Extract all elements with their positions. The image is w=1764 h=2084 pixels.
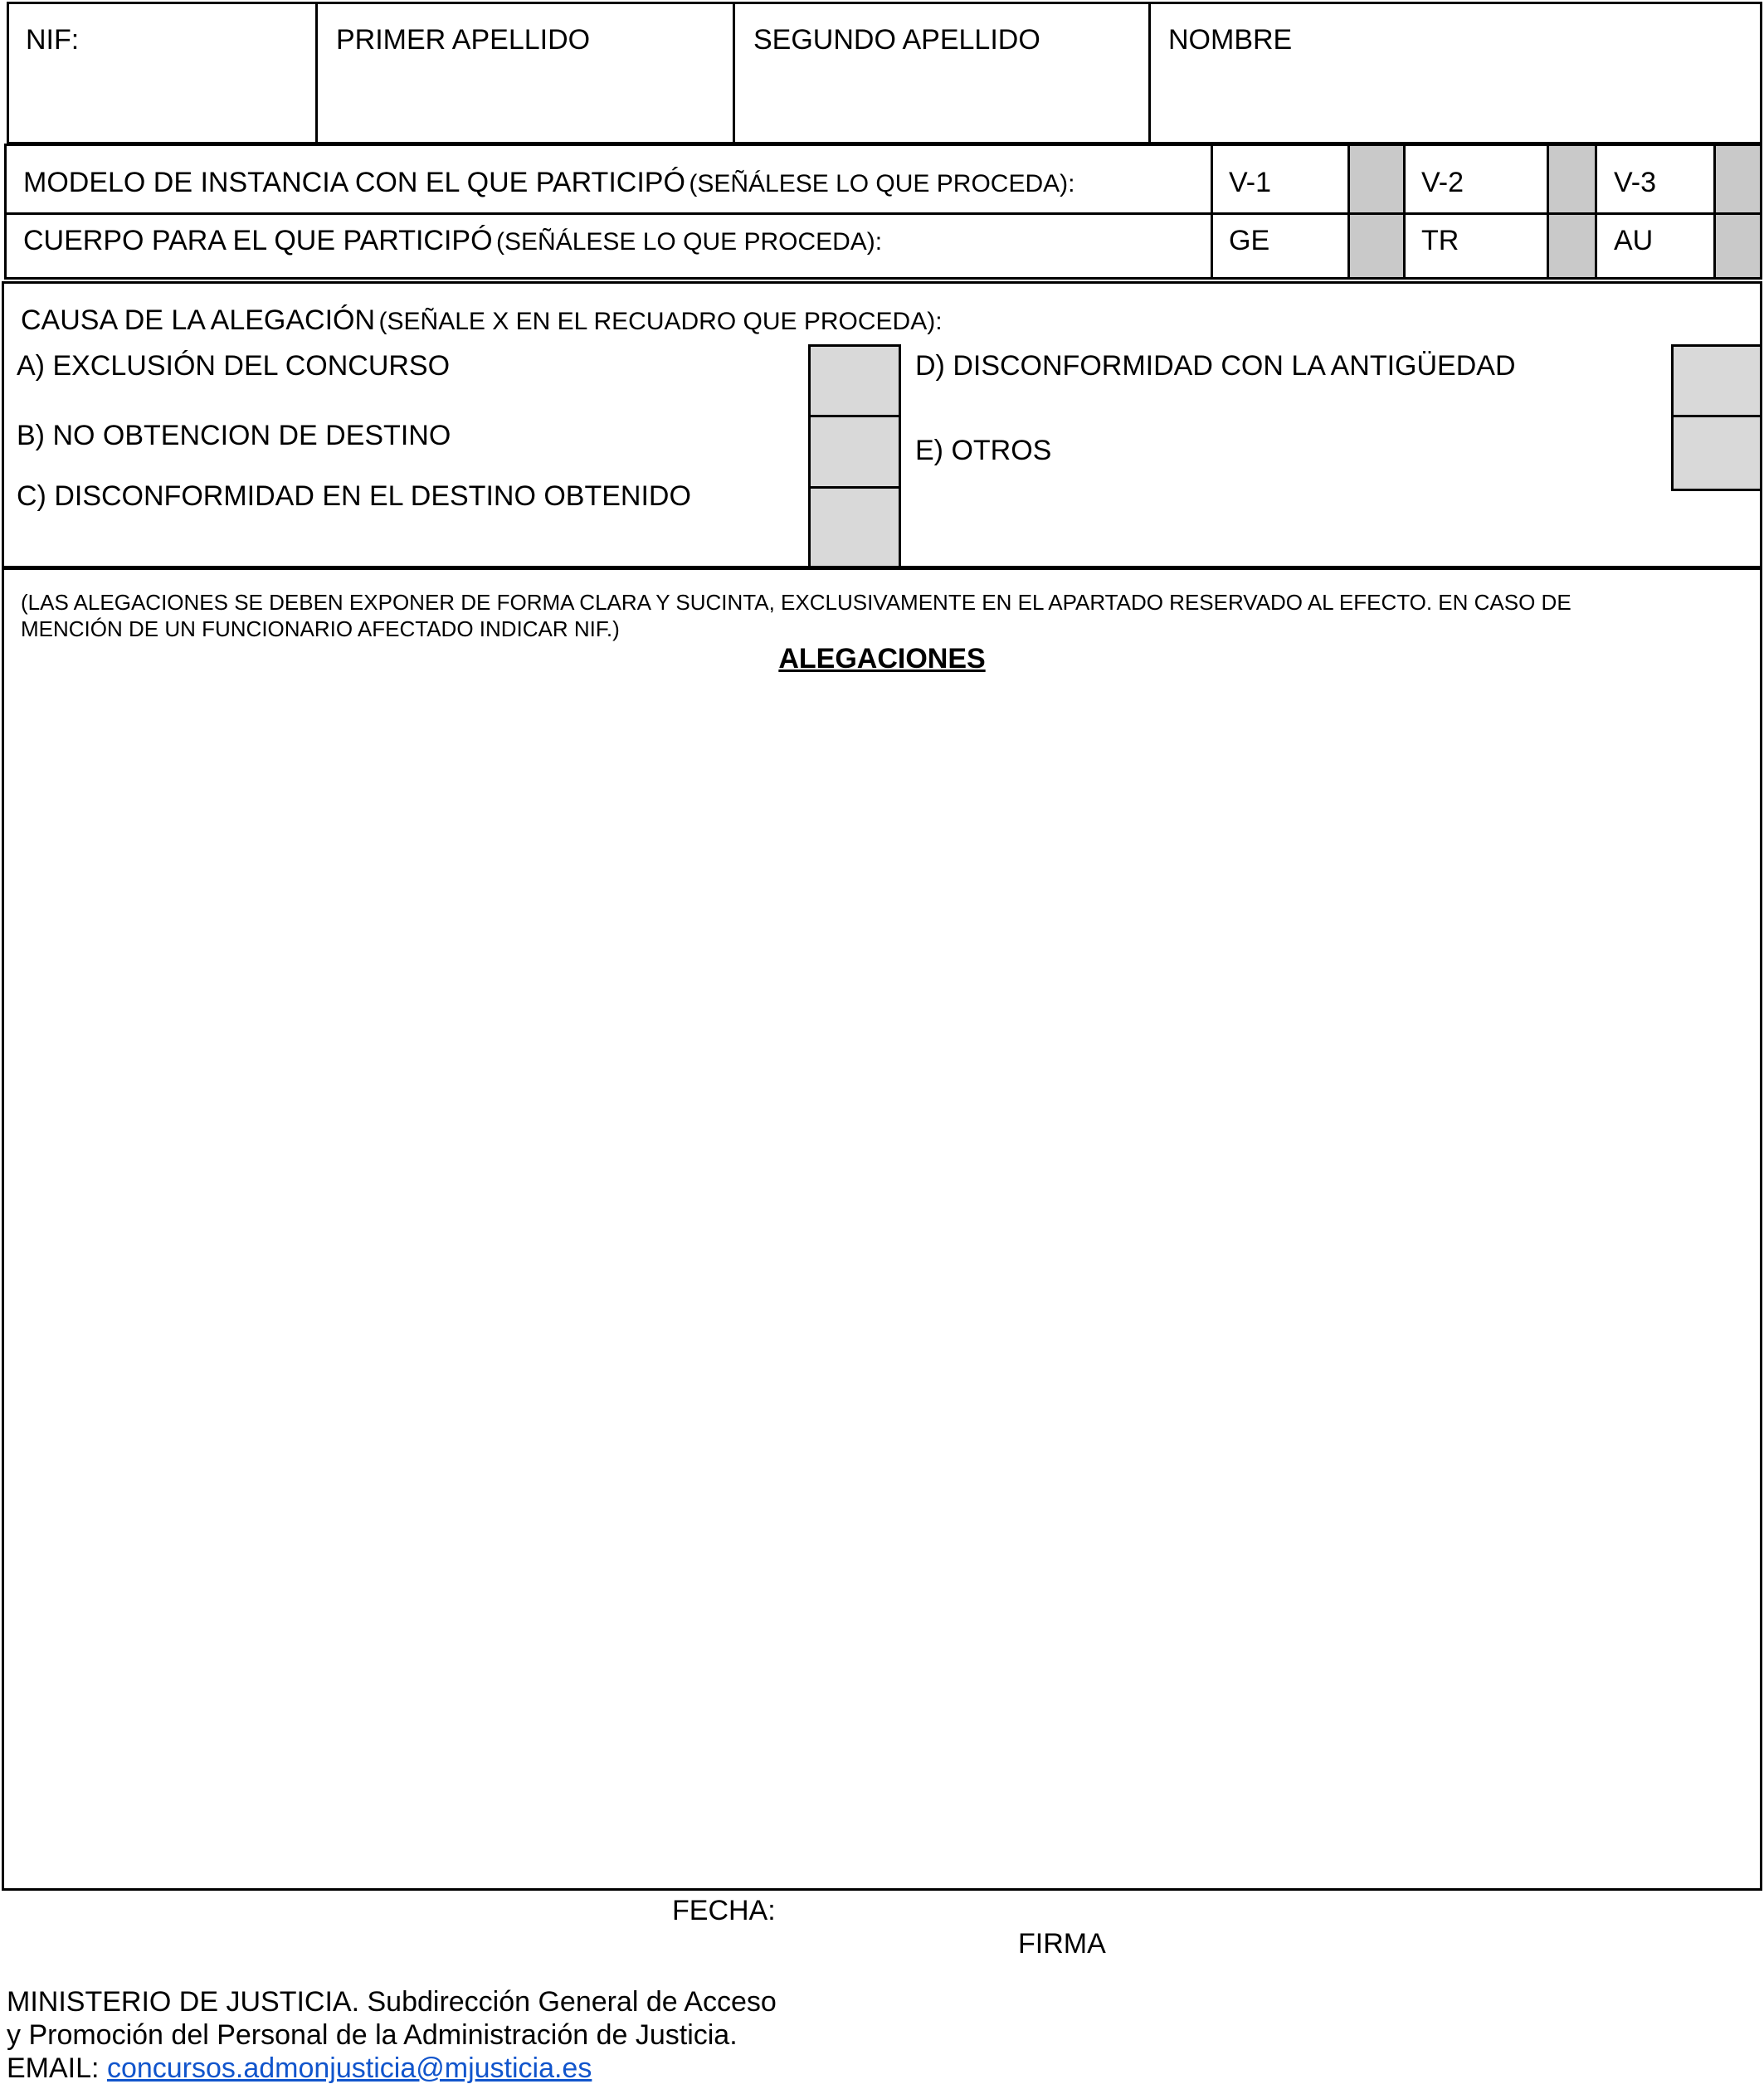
fecha-field[interactable] <box>784 1893 1083 1928</box>
option-au-label: AU <box>1614 225 1654 256</box>
option-v2-label: V-2 <box>1421 167 1464 198</box>
firma-area[interactable] <box>921 1962 1419 1979</box>
alegaciones-instructions-line1: (LAS ALEGACIONES SE DEBEN EXPONER DE FORMA CLARA Y SUCINTA, EXCLUSIVAMENTE EN EL APARTADO RESERVADO AL EFECTO. EN CASO DE <box>21 590 1572 615</box>
option-ge-label: GE <box>1229 225 1270 256</box>
cuerpo-label-row <box>23 226 882 255</box>
alegaciones-textarea[interactable] <box>7 689 1757 1885</box>
option-v2-checkbox[interactable] <box>1549 146 1595 212</box>
divider <box>4 212 1762 215</box>
firma-label: FIRMA <box>1018 1928 1106 1960</box>
causa-b-label: B) NO OBTENCION DE DESTINO <box>17 420 451 451</box>
option-v1-label: V-1 <box>1229 167 1272 198</box>
option-tr-label: TR <box>1421 225 1459 256</box>
divider <box>1595 144 1597 280</box>
causa-label-row <box>21 306 943 334</box>
causa-e-label: E) OTROS <box>915 435 1052 466</box>
causa-a-label: A) EXCLUSIÓN DEL CONCURSO <box>17 350 451 382</box>
option-v1-checkbox[interactable] <box>1350 146 1403 212</box>
divider <box>1671 489 1762 491</box>
causa-e-checkbox[interactable] <box>1674 417 1760 489</box>
causa-label: CAUSA DE LA ALEGACIÓN <box>21 304 376 336</box>
email-row <box>7 2054 592 2082</box>
causa-a-checkbox[interactable] <box>811 347 899 415</box>
segundo-apellido-label: SEGUNDO APELLIDO <box>753 24 1040 56</box>
modelo-note: (SEÑÁLESE LO QUE PROCEDA): <box>689 170 1075 197</box>
nombre-label: NOMBRE <box>1168 24 1293 56</box>
option-tr-checkbox[interactable] <box>1549 215 1595 277</box>
alegaciones-title: ALEGACIONES <box>778 643 986 674</box>
option-v3-checkbox[interactable] <box>1716 146 1760 212</box>
fecha-label: FECHA: <box>672 1895 776 1926</box>
option-au-checkbox[interactable] <box>1716 215 1760 277</box>
primer-apellido-label: PRIMER APELLIDO <box>336 24 591 56</box>
ministry-line1: MINISTERIO DE JUSTICIA. Subdirección General de Acceso <box>7 1986 777 2018</box>
causa-note: (SEÑALE X EN EL RECUADRO QUE PROCEDA): <box>378 308 943 335</box>
causa-c-label: C) DISCONFORMIDAD EN EL DESTINO OBTENIDO <box>17 480 691 512</box>
cuerpo-label: CUERPO PARA EL QUE PARTICIPÓ <box>23 225 493 256</box>
option-v3-label: V-3 <box>1614 167 1657 198</box>
ministry-line2: y Promoción del Personal de la Administración de Justicia. <box>7 2019 738 2051</box>
causa-d-label: D) DISCONFORMIDAD CON LA ANTIGÜEDAD <box>915 350 1516 382</box>
divider <box>1211 144 1213 280</box>
nif-label: NIF: <box>26 24 80 56</box>
causa-b-checkbox[interactable] <box>811 417 899 486</box>
cuerpo-note: (SEÑÁLESE LO QUE PROCEDA): <box>496 228 883 256</box>
causa-d-checkbox[interactable] <box>1674 347 1760 415</box>
email-label: EMAIL: <box>7 2052 107 2084</box>
divider <box>899 344 901 568</box>
modelo-cuerpo-table <box>4 144 1762 280</box>
modelo-label-row <box>23 168 1074 197</box>
divider <box>1403 144 1406 280</box>
option-ge-checkbox[interactable] <box>1350 215 1403 277</box>
causa-c-checkbox[interactable] <box>811 489 899 566</box>
modelo-label: MODELO DE INSTANCIA CON EL QUE PARTICIPÓ <box>23 167 685 198</box>
email-link[interactable]: concursos.admonjusticia@mjusticia.es <box>106 2052 592 2084</box>
alegaciones-instructions-line2: MENCIÓN DE UN FUNCIONARIO AFECTADO INDICAR NIF.) <box>21 616 620 641</box>
